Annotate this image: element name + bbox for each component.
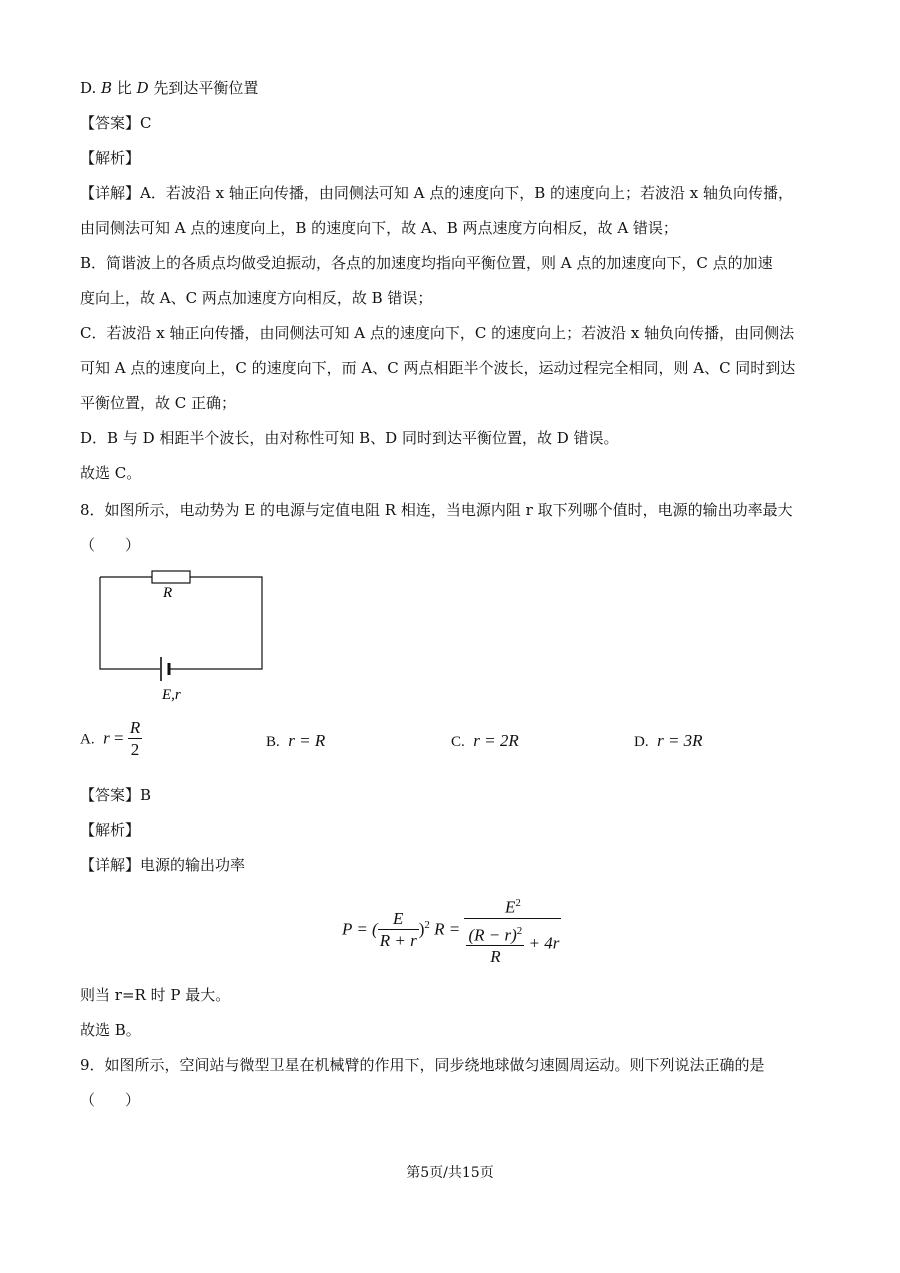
q8-option-a: A. r = $\frac{R}{2}$ <box>80 718 141 759</box>
q8-stem: 8．如图所示，电动势为 E 的电源与定值电阻 R 相连，当电源内阻 r 取下列哪个值时，电源的输出功率最大 <box>80 501 793 519</box>
q7-answer: 【答案】C <box>80 114 152 132</box>
q7-para-b1: B．简谐波上的各质点均做受迫振动，各点的加速度均指向平衡位置，则 A 点的加速度向下，C 点的加速 <box>80 254 773 272</box>
q8-option-b: B. r = R <box>266 731 326 750</box>
q7-para-a1: 【详解】A．若波沿 x 轴正向传播，由同侧法可知 A 点的速度向下，B 的速度向上；若波沿 x 轴负向传播， <box>80 184 794 202</box>
source-label: E,r <box>162 687 181 703</box>
q7-para-b2: 度向上，故 A、C 两点加速度方向相反，故 B 错误； <box>80 289 433 307</box>
option-a-fraction: $\frac{R}{2}$ <box>129 718 141 759</box>
q8-result: 则当 r=R 时 P 最大。 <box>80 986 231 1004</box>
q7-para-c2: 可知 A 点的速度向上，C 的速度向下，而 A、C 两点相距半个波长，运动过程完全相同，则 A、C 同时到达 <box>80 359 796 377</box>
q8-conclusion: 故选 B。 <box>80 1021 141 1039</box>
q7-analysis-label: 【解析】 <box>80 149 141 167</box>
q9-stem: 9．如图所示，空间站与微型卫星在机械臂的作用下，同步绕地球做匀速圆周运动。则下列说法正确的是 <box>80 1056 765 1074</box>
q8-option-d: D. r = 3R <box>634 731 703 750</box>
q7-para-c3: 平衡位置，故 C 正确； <box>80 394 237 412</box>
resistor-symbol <box>152 571 190 583</box>
q9-paren: （ ） <box>80 1091 141 1109</box>
q8-analysis-label: 【解析】 <box>80 821 141 839</box>
formula-fraction-1: $\frac{E}{R + r}$ <box>379 909 417 951</box>
q7-conclusion: 故选 C。 <box>80 464 142 482</box>
page-footer: 第5页/共15页 <box>406 1165 494 1181</box>
circuit-diagram <box>90 565 290 705</box>
q7-para-d1: D．B 与 D 相距半个波长，由对称性可知 B、D 同时到达平衡位置，故 D 错误。 <box>80 429 619 447</box>
formula-inner-fraction: $\frac{(R - r)^2}{R}$ <box>466 921 524 969</box>
q8-paren: （ ） <box>80 536 141 554</box>
q8-formula: P = ( $\frac{E}{R + r}$ )$^2$ R = $E^2$ $\frac{(R - r)^2}{R}$ + 4r <box>342 893 561 968</box>
q7-option-d: D. B 比 D 先到达平衡位置 <box>80 79 259 97</box>
q7-para-a2: 由同侧法可知 A 点的速度向上，B 的速度向下，故 A、B 两点速度方向相反，故 A 错误； <box>80 219 678 237</box>
q7-para-c1: C．若波沿 x 轴正向传播，由同侧法可知 A 点的速度向下，C 的速度向上；若波沿 x 轴负向传播，由同侧法 <box>80 324 795 342</box>
circuit-wire-left <box>100 577 160 669</box>
q8-detail: 【详解】电源的输出功率 <box>80 856 246 874</box>
q8-answer: 【答案】B <box>80 786 152 804</box>
q8-option-c: C. r = 2R <box>451 731 519 750</box>
formula-fraction-2: $E^2$ $\frac{(R - r)^2}{R}$ + 4r <box>464 893 561 968</box>
resistor-label: R <box>163 585 173 601</box>
circuit-wire-top-right <box>169 577 262 669</box>
